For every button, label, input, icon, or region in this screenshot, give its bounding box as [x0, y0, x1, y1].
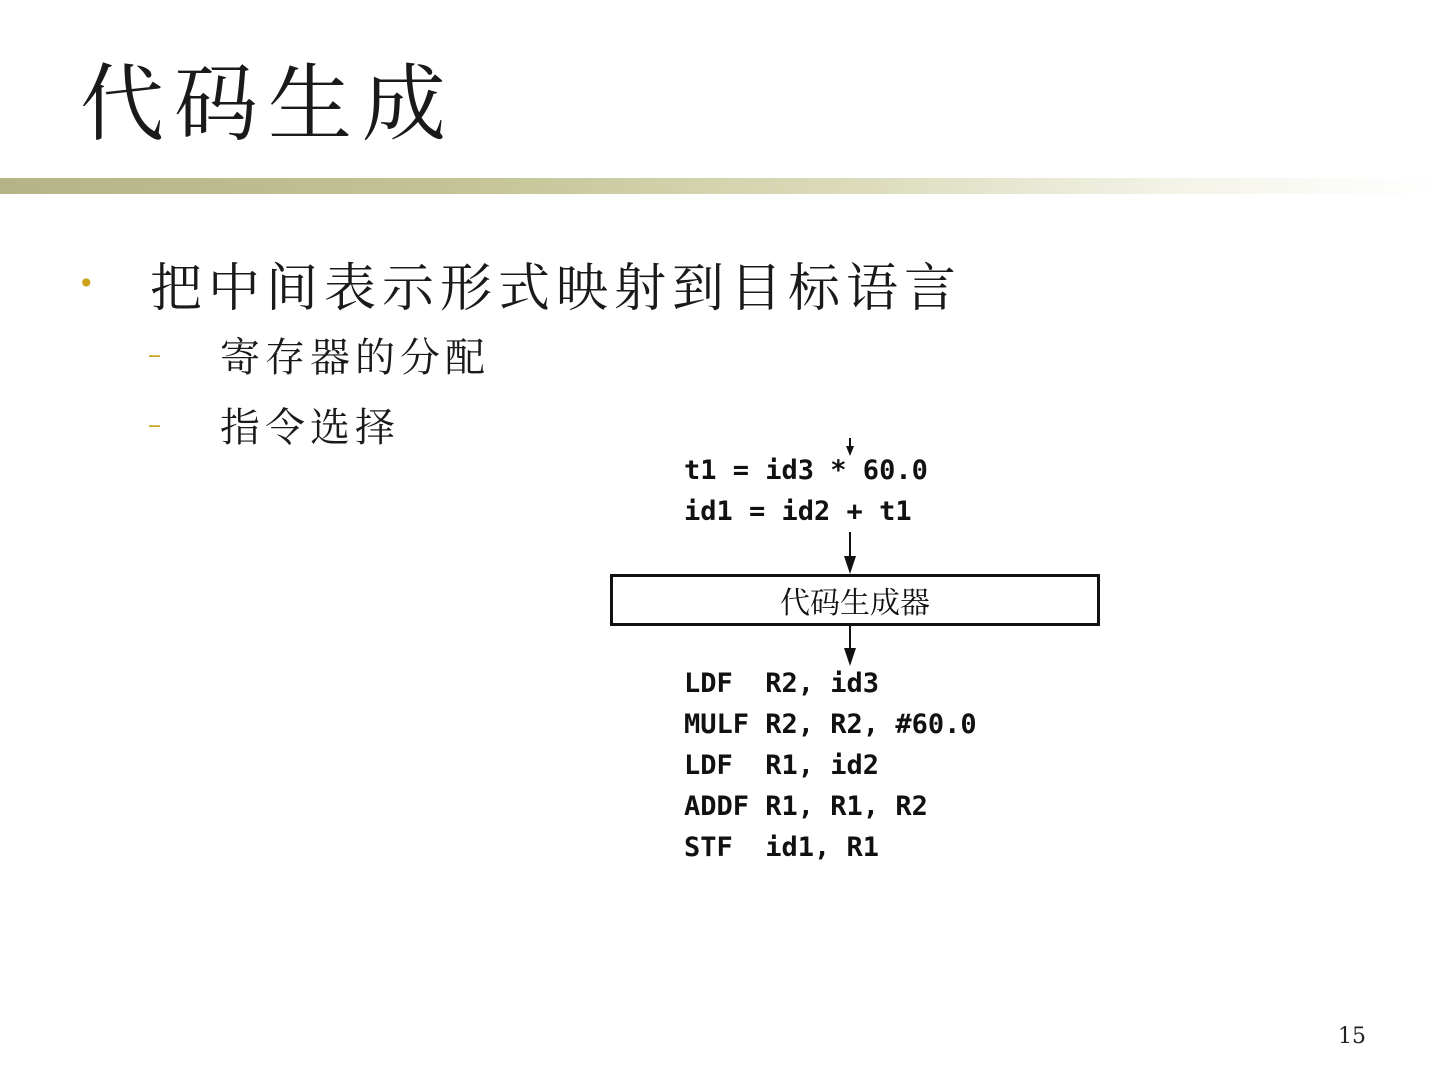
bullet-main-text: 把中间表示形式映射到目标语言: [150, 259, 963, 319]
bullet-sub-text: 寄存器的分配: [220, 335, 490, 381]
ir-line: t1 = id3 * 60.0: [684, 455, 928, 486]
target-line: LDF R1, id2: [684, 750, 880, 781]
down-arrow-icon: [838, 626, 862, 666]
bullet-sub-text: 指令选择: [220, 405, 400, 451]
bullet-dot-icon: •: [78, 267, 95, 300]
slide-title: 代码生成: [80, 55, 457, 153]
down-arrow-icon: [838, 532, 862, 574]
ir-line: id1 = id2 + t1: [684, 496, 912, 527]
bullet-sub-instruction-selection: [148, 396, 400, 453]
code-generator-box: [610, 574, 1100, 626]
title-divider: [0, 178, 1440, 194]
bullet-dash-icon: –: [148, 409, 161, 440]
target-code: [684, 663, 977, 868]
bullet-sub-register-allocation: [148, 326, 490, 383]
target-line: LDF R2, id3: [684, 668, 880, 699]
intermediate-code: [684, 450, 928, 532]
bullet-main: [78, 246, 962, 321]
target-line: MULF R2, R2, #60.0: [684, 709, 977, 740]
code-generator-label: 代码生成器: [780, 586, 930, 621]
target-line: ADDF R1, R1, R2: [684, 791, 928, 822]
target-line: STF id1, R1: [684, 832, 880, 863]
bullet-dash-icon: –: [148, 339, 161, 370]
page-number: 15: [1338, 1024, 1366, 1049]
